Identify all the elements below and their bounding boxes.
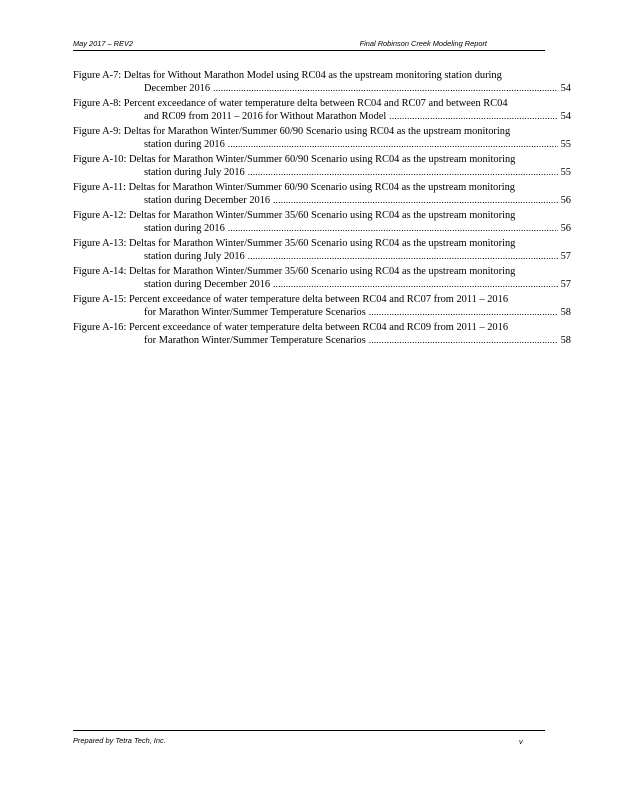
toc-entry-caption: Figure A-12: Deltas for Marathon Winter/Summer 35/60 Scenario using RC04 as the upstream monitoring bbox=[73, 210, 516, 221]
toc-entry[interactable] bbox=[73, 322, 575, 347]
toc-entry-caption: Figure A-8: Percent exceedance of water temperature delta between RC04 and RC07 and between RC04 bbox=[73, 98, 508, 109]
toc-entry[interactable] bbox=[73, 98, 575, 123]
dot-leader bbox=[389, 110, 557, 122]
dot-leader bbox=[273, 278, 558, 290]
toc-entry[interactable] bbox=[73, 210, 575, 235]
toc-page-number: 56 bbox=[560, 195, 571, 207]
toc-page-number: 57 bbox=[560, 251, 571, 263]
toc-entry-caption-cont: for Marathon Winter/Summer Temperature Scenarios bbox=[144, 307, 366, 319]
toc-entry-caption: Figure A-9: Deltas for Marathon Winter/Summer 60/90 Scenario using RC04 as the upstream monitoring bbox=[73, 126, 511, 137]
toc-page-number: 58 bbox=[560, 335, 571, 347]
toc-entry-caption-cont: station during 2016 bbox=[144, 223, 225, 235]
dot-leader bbox=[369, 334, 558, 346]
toc-page-number: 57 bbox=[560, 279, 571, 291]
toc-entry[interactable] bbox=[73, 182, 575, 207]
page-header bbox=[73, 37, 545, 51]
toc-entry-caption-cont: station during July 2016 bbox=[144, 167, 245, 179]
toc-page-number: 58 bbox=[560, 307, 571, 319]
header-date-revision: May 2017 – REV2 bbox=[73, 39, 133, 48]
toc-entry[interactable] bbox=[73, 294, 575, 319]
toc-entry[interactable] bbox=[73, 266, 575, 291]
header-report-title: Final Robinson Creek Modeling Report bbox=[359, 39, 487, 48]
toc-entry-caption: Figure A-10: Deltas for Marathon Winter/Summer 60/90 Scenario using RC04 as the upstream monitoring bbox=[73, 154, 516, 165]
toc-entry[interactable] bbox=[73, 238, 575, 263]
toc-entry-caption: Figure A-16: Percent exceedance of water temperature delta between RC04 and RC09 from 2011 – 2016 bbox=[73, 322, 509, 333]
toc-entry-caption-cont: and RC09 from 2011 – 2016 for Without Marathon Model bbox=[144, 111, 387, 123]
toc-entry-caption-cont: station during 2016 bbox=[144, 139, 225, 151]
toc-entry-caption-cont: station during July 2016 bbox=[144, 251, 245, 263]
toc-entry-caption: Figure A-13: Deltas for Marathon Winter/Summer 35/60 Scenario using RC04 as the upstream monitoring bbox=[73, 238, 516, 249]
toc-entry-caption-cont: for Marathon Winter/Summer Temperature Scenarios bbox=[144, 335, 366, 347]
toc-entry-caption: Figure A-7: Deltas for Without Marathon Model using RC04 as the upstream monitoring station during bbox=[73, 70, 502, 81]
toc-page-number: 54 bbox=[560, 111, 571, 123]
toc-entry-caption: Figure A-15: Percent exceedance of water temperature delta between RC04 and RC07 from 2011 – 2016 bbox=[73, 294, 509, 305]
toc-entry-caption-cont: station during December 2016 bbox=[144, 195, 271, 207]
toc-entry-caption: Figure A-11: Deltas for Marathon Winter/Summer 60/90 Scenario using RC04 as the upstream monitoring bbox=[73, 182, 515, 193]
dot-leader bbox=[273, 194, 558, 206]
toc-page-number: 54 bbox=[560, 83, 571, 95]
toc-entry-caption-cont: December 2016 bbox=[144, 83, 211, 95]
toc-entry-caption: Figure A-14: Deltas for Marathon Winter/Summer 35/60 Scenario using RC04 as the upstream monitoring bbox=[73, 266, 516, 277]
toc-entry[interactable] bbox=[73, 154, 575, 179]
dot-leader bbox=[213, 82, 558, 94]
toc-entry[interactable] bbox=[73, 70, 575, 95]
toc-entry[interactable] bbox=[73, 126, 575, 151]
footer-page-number: v bbox=[519, 737, 523, 746]
list-of-figures bbox=[73, 70, 575, 350]
toc-page-number: 56 bbox=[560, 223, 571, 235]
header-rule bbox=[73, 50, 545, 51]
toc-page-number: 55 bbox=[560, 167, 571, 179]
dot-leader bbox=[248, 166, 558, 178]
dot-leader bbox=[369, 306, 558, 318]
footer-preparer: Prepared by Tetra Tech, Inc. bbox=[73, 736, 166, 745]
dot-leader bbox=[228, 138, 558, 150]
toc-page-number: 55 bbox=[560, 139, 571, 151]
dot-leader bbox=[228, 222, 558, 234]
toc-entry-caption-cont: station during December 2016 bbox=[144, 279, 271, 291]
dot-leader bbox=[248, 250, 558, 262]
footer-rule bbox=[73, 730, 545, 731]
